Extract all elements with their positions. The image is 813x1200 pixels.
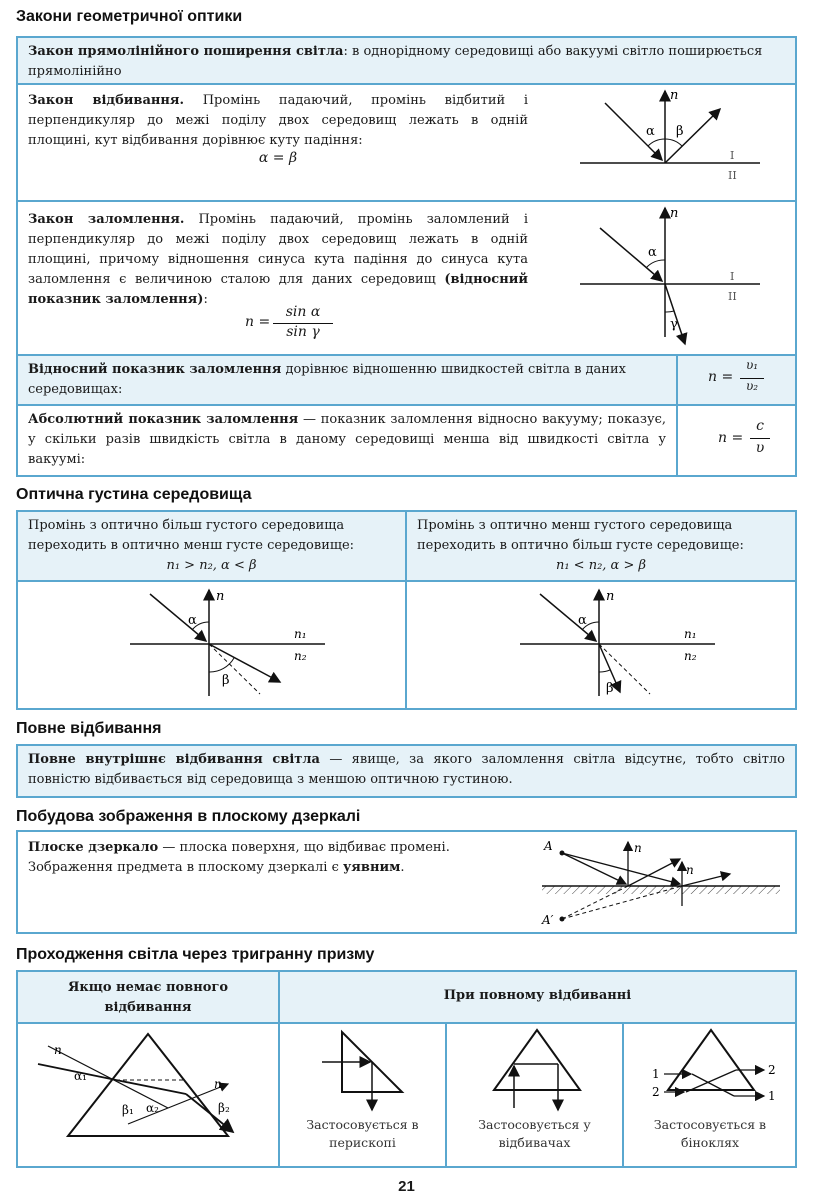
mirror-definition: Плоске дзеркало — плоска поверхня, що відбиває промені. Зображення предмета в плоскому дзеркалі є уявним. [28,840,450,875]
caption-periscope: Застосовується в перископі [306,1117,419,1150]
medium1-label: I [730,270,735,283]
medium1-label: I [730,149,735,162]
relative-formula: n = υ₁ υ₂ [678,356,795,404]
svg-text:n: n [214,1077,222,1091]
density-right-diagram [500,584,730,708]
section-title-prism: Проходження світла через тригранну призму [16,946,375,963]
svg-text:n: n [634,841,642,855]
svg-text:n₁: n₁ [684,627,697,641]
svg-text:n₁: n₁ [294,627,307,641]
svg-text:n: n [606,589,615,604]
alpha-label: α [646,124,655,139]
absolute-index: Абсолютний показник заломлення — показник заломлення відносно вакууму; показує, у скільки разів швидкість світла в даному середовищі менша від швидкості світла у вакуумі: [28,412,666,467]
point-a-label: A [544,839,553,853]
svg-text:β: β [222,673,230,688]
refraction-formula: n = sin α sin γ [245,304,365,344]
svg-text:α₁: α₁ [74,1069,87,1083]
periscope-prism-diagram [290,1026,440,1118]
prism-head-left: Якщо немає повного відбивання [18,972,278,1022]
law-refraction: Закон заломлення. Промінь падаючий, промінь заломлений і перпендикуляр до межі поділу двох середовищ лежать в одній площині, причому відношення синуса кута падіння до синуса кута заломлення є величиною сталою для даних середовищ (відносний показник заломлення): [28,212,528,307]
section-title-tir: Повне відбивання [16,720,162,737]
section-title-density: Оптична густина середовища [16,486,252,503]
mirror-diagram [530,834,792,932]
refraction-diagram [560,202,790,352]
svg-text:n₂: n₂ [684,649,697,663]
svg-text:α: α [578,613,587,628]
svg-text:n: n [686,863,694,877]
svg-text:α₂: α₂ [146,1101,159,1115]
density-right-formula: n₁ < n₂, α > β [555,558,647,573]
svg-text:α: α [188,613,197,628]
svg-text:n: n [216,589,225,604]
svg-text:β₁: β₁ [122,1103,134,1117]
density-right-text: Промінь з оптично менш густого середовища переходить в оптично більш густе середовище: n₁ < n₂, α > β [407,512,795,580]
reflector-prism-diagram [462,1026,612,1118]
section-title-mirror: Побудова зображення в плоскому дзеркалі [16,808,361,825]
density-left-formula: n₁ > n₂, α < β [166,558,257,573]
svg-text:1: 1 [652,1067,660,1081]
gamma-label: γ [670,317,678,332]
law-rectilinear: Закон прямолінійного поширення світла: в однорідному середовищі або вакуумі світло поширюється прямолінійно [18,38,795,83]
caption-reflector: Застосовується у відбивачах [478,1117,591,1150]
absolute-formula: n = c υ [678,406,795,476]
svg-text:n: n [54,1043,62,1057]
svg-text:1: 1 [768,1089,776,1103]
svg-text:2: 2 [768,1063,776,1077]
svg-text:β: β [606,681,614,696]
section-title-laws: Закони геометричної оптики [16,8,243,25]
law-reflection: Закон відбивання. Промінь падаючий, промінь відбитий і перпендикуляр до межі поділу двох середовищ лежать в одній площині, кут відбивання дорівнює куту падіння: [28,93,528,148]
density-left-text: Промінь з оптично більш густого середовища переходить в оптично менш густе середовище: n₁ > n₂, α < β [18,512,405,580]
svg-text:β₂: β₂ [218,1101,230,1115]
normal-label: n [670,206,679,221]
svg-text:2: 2 [652,1085,660,1099]
medium2-label: II [728,169,737,182]
prism-refraction-diagram [18,1024,278,1166]
caption-binocular: Застосовується в біноклях [653,1117,767,1150]
binocular-prism-diagram [636,1026,786,1118]
reflection-formula: α = β [258,150,298,166]
medium2-label: II [728,290,737,303]
normal-label: n [670,88,679,103]
density-left-diagram [110,584,340,708]
tir-definition: Повне внутрішнє відбивання світла — явище, за якого заломлення світла відсутнє, тобто світло повністю відбивається від середовища з меншою оптичною густиною. [28,752,785,787]
point-a-image-label: A′ [542,913,554,927]
svg-text:n₂: n₂ [294,649,307,663]
prism-head-right: При повному відбиванні [280,972,795,1022]
relative-index: Відносний показник заломлення дорівнює відношенню швидкостей світла в даних середовищах: [18,356,676,404]
page-number: 21 [398,1178,415,1195]
beta-label: β [676,124,684,139]
reflection-diagram [560,85,790,199]
alpha-label: α [648,245,657,260]
